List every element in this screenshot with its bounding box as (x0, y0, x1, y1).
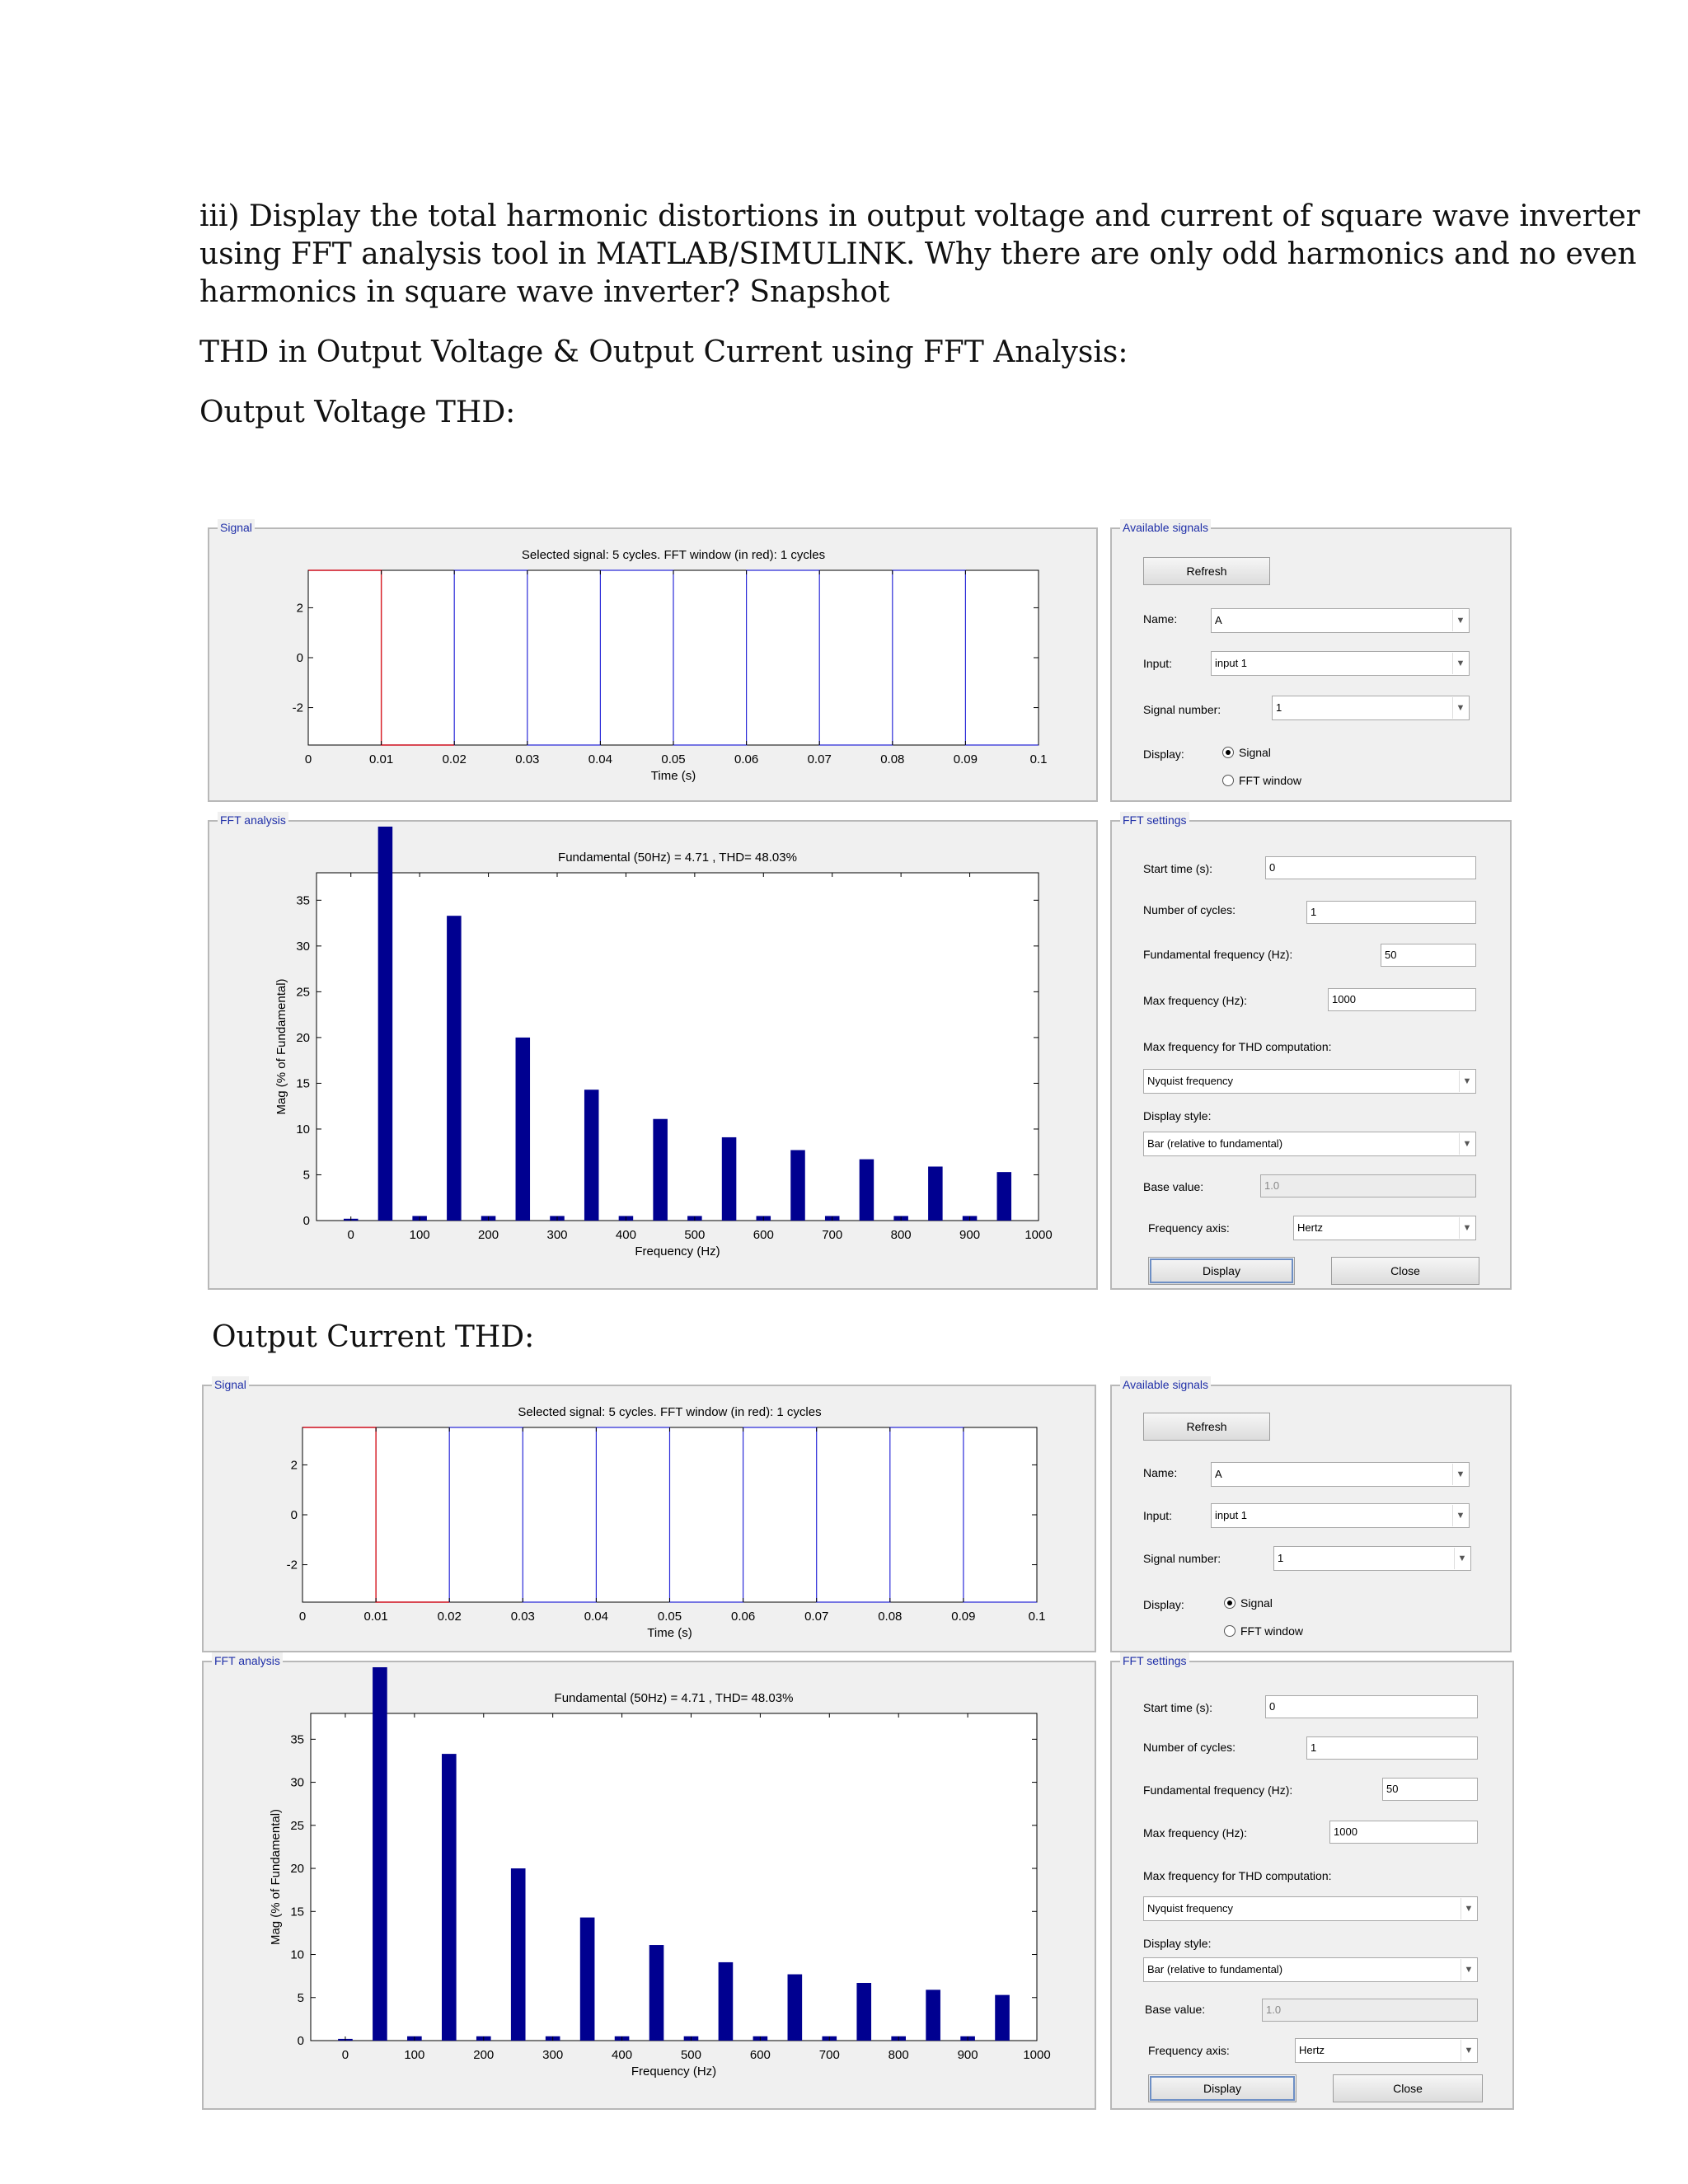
harmonic-bar (373, 1667, 387, 2041)
x-tick-label: 900 (957, 2048, 978, 2062)
y-tick-label: 25 (290, 1818, 304, 1833)
start-time-field[interactable]: 0 (1265, 1695, 1478, 1718)
y-tick-label: 2 (296, 601, 303, 616)
x-tick-label: 0.05 (657, 1610, 682, 1624)
signal-number-select[interactable] (1273, 1546, 1471, 1571)
y-tick-label: -2 (286, 1558, 298, 1572)
max-frequency-label: Max frequency (Hz): (1143, 994, 1248, 1007)
frequency-axis-label: Frequency axis: (1148, 2044, 1230, 2057)
start-time-field[interactable]: 0 (1265, 856, 1476, 879)
x-tick-label: 700 (822, 1228, 843, 1242)
harmonic-bar (719, 1962, 734, 2041)
chart-title: Selected signal: 5 cycles. FFT window (in red): 1 cycles (518, 1405, 822, 1419)
y-tick-label: 20 (296, 1030, 310, 1045)
chevron-down-icon: ▼ (1459, 1217, 1475, 1239)
signal-number-select[interactable] (1272, 696, 1470, 720)
x-tick-label: 0.08 (878, 1610, 903, 1624)
panel-title: Available signals (1120, 1376, 1211, 1393)
fundamental-frequency-field[interactable]: 50 (1382, 1778, 1478, 1801)
input-value: input 1 (1215, 1509, 1248, 1521)
harmonic-bar (584, 1090, 599, 1221)
panel-title: FFT analysis (218, 812, 288, 828)
x-tick-label: 200 (473, 2048, 495, 2062)
display-style-label: Display style: (1143, 1937, 1212, 1950)
y-axis-label: Mag (% of Fundamental) (274, 978, 288, 1115)
x-tick-label: 600 (753, 1228, 774, 1242)
input-select[interactable] (1211, 651, 1470, 676)
y-tick-label: 15 (290, 1905, 304, 1919)
max-frequency-thd-value: Nyquist frequency (1147, 1075, 1234, 1087)
x-tick-label: 0 (341, 2048, 349, 2062)
fft-analysis-panel (202, 1654, 1096, 2110)
signal-radio[interactable] (1224, 1597, 1236, 1609)
max-frequency-field[interactable]: 1000 (1328, 988, 1476, 1011)
x-tick-label: 600 (749, 2048, 771, 2062)
fft-analysis-panel (208, 813, 1098, 1290)
question-line: harmonics in square wave inverter? Snapshot (199, 275, 890, 309)
question-line: using FFT analysis tool in MATLAB/SIMULINK. Why there are only odd harmonics and no even (199, 237, 1637, 271)
max-frequency-thd-label: Max frequency for THD computation: (1143, 1869, 1332, 1882)
x-tick-label: 0.09 (953, 752, 978, 766)
chart-title: Selected signal: 5 cycles. FFT window (in red): 1 cycles (521, 548, 826, 562)
input-label: Input: (1143, 657, 1173, 670)
frequency-axis-value: Hertz (1299, 2044, 1325, 2056)
x-tick-label: 100 (409, 1228, 430, 1242)
display-button[interactable]: Display (1148, 1257, 1295, 1285)
frequency-axis-value: Hertz (1297, 1221, 1324, 1234)
start-time-label: Start time (s): (1143, 862, 1213, 875)
signal-number-value: 1 (1276, 701, 1282, 714)
question-text (199, 198, 1640, 312)
harmonic-bar (860, 1160, 874, 1221)
name-value: A (1215, 614, 1222, 626)
panel-title: Signal (212, 1376, 249, 1393)
chevron-down-icon: ▼ (1452, 610, 1468, 631)
max-frequency-thd-select[interactable] (1143, 1069, 1476, 1094)
available-signals-panel (1110, 1378, 1512, 1652)
base-value-label: Base value: (1143, 1180, 1204, 1193)
signal-number-label: Signal number: (1143, 703, 1221, 716)
fft-settings-panel (1110, 1654, 1514, 2110)
base-value-label: Base value: (1145, 2003, 1206, 2016)
harmonic-bar (995, 1995, 1010, 2041)
x-tick-label: 0.08 (880, 752, 905, 766)
panel-title: FFT analysis (212, 1652, 283, 1669)
fft-window-radio-label: FFT window (1240, 1624, 1303, 1638)
name-select[interactable] (1211, 608, 1470, 633)
x-tick-label: 0.04 (588, 752, 613, 766)
signal-radio[interactable] (1222, 747, 1234, 758)
harmonic-bar (378, 827, 393, 1221)
frequency-axis-select[interactable] (1295, 2038, 1478, 2063)
x-tick-label: 0.01 (363, 1610, 388, 1624)
cycles-field[interactable]: 1 (1306, 901, 1476, 924)
input-value: input 1 (1215, 657, 1248, 669)
x-tick-label: 0.1 (1029, 752, 1048, 766)
signal-number-value: 1 (1278, 1552, 1284, 1564)
name-label: Name: (1143, 1466, 1178, 1479)
chevron-down-icon: ▼ (1459, 1071, 1475, 1092)
x-tick-label: 0.03 (510, 1610, 535, 1624)
x-tick-label: 800 (888, 2048, 909, 2062)
max-frequency-thd-select[interactable] (1143, 1896, 1478, 1921)
display-label: Display: (1143, 1598, 1184, 1611)
x-tick-label: 300 (542, 2048, 564, 2062)
x-tick-label: 400 (615, 1228, 636, 1242)
question-line: iii) Display the total harmonic distortions in output voltage and current of square wave inverter (199, 199, 1640, 233)
chevron-down-icon: ▼ (1461, 1898, 1476, 1919)
y-tick-label: 35 (290, 1732, 304, 1747)
x-tick-label: 100 (404, 2048, 425, 2062)
start-time-label: Start time (s): (1143, 1701, 1213, 1714)
signal-panel (208, 521, 1098, 802)
harmonic-bar (580, 1918, 595, 2041)
harmonic-bar (653, 1119, 668, 1221)
cycles-label: Number of cycles: (1143, 903, 1236, 916)
x-tick-label: 1000 (1023, 2048, 1051, 2062)
y-tick-label: 2 (290, 1458, 298, 1473)
x-tick-label: 0.1 (1028, 1610, 1046, 1624)
max-frequency-thd-label: Max frequency for THD computation: (1143, 1040, 1332, 1053)
x-tick-label: 700 (818, 2048, 840, 2062)
y-tick-label: 5 (302, 1168, 310, 1183)
chevron-down-icon: ▼ (1461, 2040, 1476, 2061)
y-axis-label: Mag (% of Fundamental) (269, 1808, 283, 1946)
x-tick-label: 0.07 (804, 1610, 829, 1624)
x-tick-label: 0.06 (734, 752, 759, 766)
y-tick-label: 30 (290, 1775, 304, 1790)
refresh-button[interactable]: Refresh (1143, 1413, 1270, 1441)
x-axis-label: Frequency (Hz) (635, 1244, 720, 1258)
name-label: Name: (1143, 612, 1178, 626)
voltage-thd-heading: Output Voltage THD: (199, 396, 516, 429)
y-tick-label: -2 (292, 701, 303, 715)
max-frequency-label: Max frequency (Hz): (1143, 1826, 1248, 1840)
y-tick-label: 0 (290, 1508, 298, 1522)
x-tick-label: 0 (347, 1228, 354, 1242)
panel-title: FFT settings (1120, 812, 1189, 828)
fft-bar-plot (209, 822, 1096, 1288)
signal-radio-label: Signal (1240, 1596, 1273, 1610)
x-tick-label: 0.05 (661, 752, 686, 766)
chevron-down-icon: ▼ (1452, 653, 1468, 674)
input-select[interactable] (1211, 1503, 1470, 1528)
signal-plot (204, 1386, 1095, 1651)
panel-title: Available signals (1120, 519, 1211, 536)
x-tick-label: 0.06 (730, 1610, 756, 1624)
signal-number-label: Signal number: (1143, 1552, 1221, 1565)
display-style-value: Bar (relative to fundamental) (1147, 1137, 1283, 1150)
chevron-down-icon: ▼ (1459, 1133, 1475, 1155)
display-style-select[interactable] (1143, 1132, 1476, 1156)
harmonic-bar (722, 1137, 737, 1221)
x-tick-label: 0 (298, 1610, 307, 1624)
max-frequency-thd-value: Nyquist frequency (1147, 1902, 1234, 1915)
input-label: Input: (1143, 1509, 1173, 1522)
cycles-label: Number of cycles: (1143, 1741, 1236, 1754)
harmonic-bar (997, 1172, 1012, 1221)
display-style-label: Display style: (1143, 1109, 1212, 1122)
panel-title: Signal (218, 519, 255, 536)
x-tick-label: 900 (959, 1228, 981, 1242)
fft-window-radio[interactable] (1222, 775, 1234, 786)
fundamental-frequency-label: Fundamental frequency (Hz): (1143, 1783, 1293, 1797)
fft-settings-panel (1110, 813, 1512, 1290)
harmonic-bar (790, 1150, 805, 1221)
fundamental-frequency-label: Fundamental frequency (Hz): (1143, 948, 1293, 961)
x-tick-label: 0.04 (584, 1610, 609, 1624)
base-value-field: 1.0 (1260, 1174, 1476, 1197)
x-tick-label: 0.07 (807, 752, 832, 766)
base-value-field: 1.0 (1262, 1999, 1478, 2022)
harmonic-bar (447, 916, 462, 1221)
display-button[interactable]: Display (1148, 2074, 1296, 2102)
name-select[interactable] (1211, 1462, 1470, 1487)
y-tick-label: 20 (290, 1862, 304, 1877)
y-tick-label: 0 (302, 1214, 310, 1228)
signal-plot (209, 529, 1096, 800)
x-tick-label: 0.02 (437, 1610, 462, 1624)
y-tick-label: 0 (296, 651, 303, 665)
x-tick-label: 0.03 (515, 752, 540, 766)
chevron-down-icon: ▼ (1452, 697, 1468, 719)
y-tick-label: 15 (296, 1076, 310, 1091)
x-tick-label: 500 (680, 2048, 701, 2062)
harmonic-bar (442, 1754, 457, 2041)
y-tick-label: 10 (296, 1122, 310, 1137)
y-tick-label: 10 (290, 1947, 304, 1962)
max-frequency-field[interactable]: 1000 (1329, 1821, 1478, 1844)
display-label: Display: (1143, 748, 1184, 761)
y-tick-label: 0 (297, 2034, 304, 2048)
x-tick-label: 1000 (1025, 1228, 1053, 1242)
x-tick-label: 500 (684, 1228, 706, 1242)
close-button[interactable]: Close (1331, 1257, 1479, 1285)
harmonic-bar (928, 1166, 943, 1221)
x-axis-label: Frequency (Hz) (631, 2064, 717, 2079)
refresh-button[interactable]: Refresh (1143, 557, 1270, 585)
panel-title: FFT settings (1120, 1652, 1189, 1669)
signal-radio-label: Signal (1239, 746, 1271, 759)
y-tick-label: 25 (296, 985, 310, 1000)
harmonic-bar (926, 1990, 940, 2041)
harmonic-bar (516, 1038, 531, 1221)
cycles-field[interactable]: 1 (1306, 1736, 1478, 1760)
fundamental-frequency-field[interactable]: 50 (1381, 944, 1476, 967)
thd-heading: THD in Output Voltage & Output Current using FFT Analysis: (199, 335, 1128, 369)
x-axis-label: Time (s) (647, 1626, 692, 1640)
chart-title: Fundamental (50Hz) = 4.71 , THD= 48.03% (554, 1691, 794, 1705)
harmonic-bar (788, 1975, 803, 2041)
fft-window-radio-label: FFT window (1239, 774, 1301, 787)
current-thd-heading: Output Current THD: (212, 1320, 535, 1354)
harmonic-bar (649, 1945, 664, 2041)
chevron-down-icon: ▼ (1461, 1959, 1476, 1980)
fft-bar-plot (204, 1662, 1095, 2108)
available-signals-panel (1110, 521, 1512, 802)
x-tick-label: 0.01 (368, 752, 394, 766)
x-tick-label: 0.09 (951, 1610, 976, 1624)
x-axis-label: Time (s) (650, 769, 696, 783)
harmonic-bar (856, 1983, 871, 2041)
y-tick-label: 5 (297, 1990, 304, 2005)
chevron-down-icon: ▼ (1452, 1464, 1468, 1485)
close-button[interactable]: Close (1333, 2074, 1483, 2102)
signal-panel (202, 1378, 1096, 1652)
y-tick-label: 30 (296, 939, 310, 954)
harmonic-bar (511, 1868, 526, 2041)
x-tick-label: 200 (478, 1228, 499, 1242)
x-tick-label: 400 (612, 2048, 633, 2062)
name-value: A (1215, 1468, 1222, 1480)
x-tick-label: 0.02 (442, 752, 467, 766)
display-style-select[interactable] (1143, 1957, 1478, 1982)
display-style-value: Bar (relative to fundamental) (1147, 1963, 1283, 1975)
chevron-down-icon: ▼ (1454, 1548, 1470, 1569)
x-tick-label: 800 (890, 1228, 912, 1242)
x-tick-label: 0 (304, 752, 312, 766)
x-tick-label: 300 (546, 1228, 568, 1242)
y-tick-label: 35 (296, 893, 310, 908)
frequency-axis-select[interactable] (1293, 1216, 1476, 1240)
frequency-axis-label: Frequency axis: (1148, 1221, 1230, 1235)
fft-window-radio[interactable] (1224, 1625, 1236, 1637)
chevron-down-icon: ▼ (1452, 1505, 1468, 1526)
chart-title: Fundamental (50Hz) = 4.71 , THD= 48.03% (558, 851, 797, 865)
